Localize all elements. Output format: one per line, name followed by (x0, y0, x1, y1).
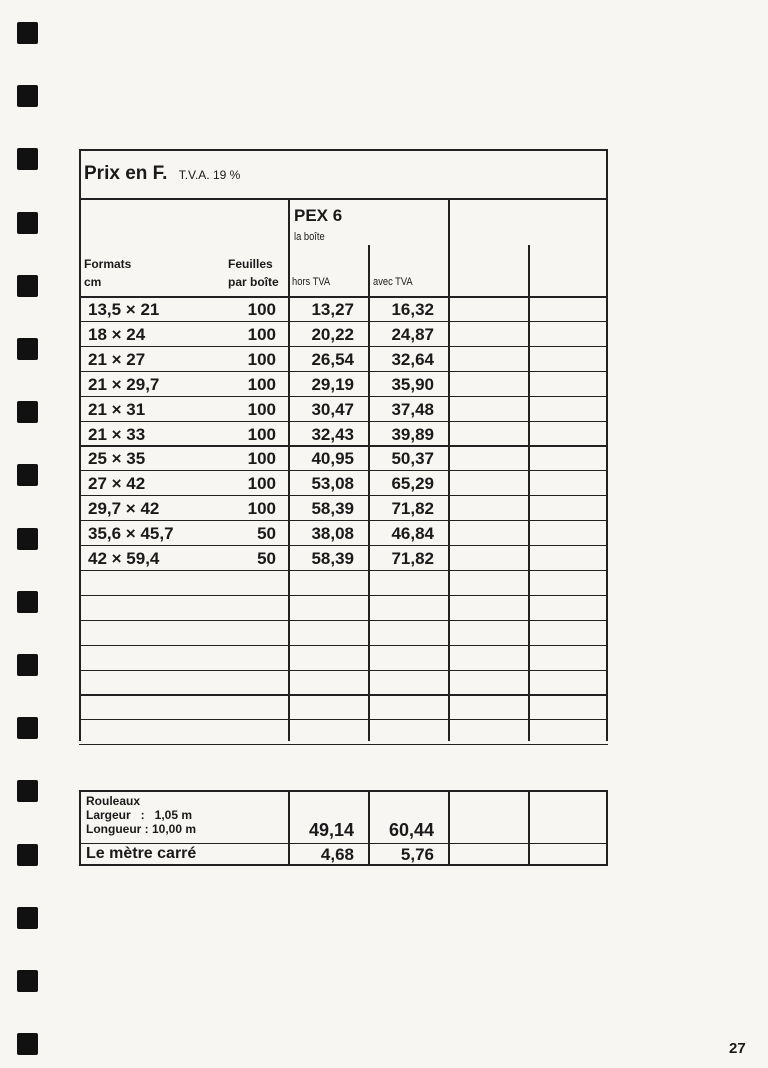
table-rule (448, 790, 450, 865)
row-price-ttc: 24,87 (391, 324, 434, 344)
row-format: 21 × 27 (88, 349, 146, 369)
row-price-ht: 26,54 (311, 349, 354, 369)
row-format: 21 × 31 (88, 399, 146, 419)
row-price-ht: 40,95 (311, 449, 354, 469)
binder-hole (17, 844, 38, 866)
table-rule (79, 421, 608, 422)
table-rule (79, 198, 608, 200)
table-rule (79, 495, 608, 496)
binder-hole (17, 1033, 38, 1055)
table-rule (79, 790, 81, 865)
row-sheets: 100 (247, 424, 276, 444)
row-price-ttc: 16,32 (391, 300, 434, 319)
table-rule (79, 396, 608, 397)
row-price-ttc: 65,29 (391, 474, 434, 494)
row-sheets: 100 (247, 499, 276, 519)
row-price-ht: 30,47 (311, 399, 354, 419)
table-rule (79, 694, 608, 695)
rolls-length: Longueur : 10,00 m (86, 822, 197, 836)
header-formats: Formats (84, 257, 132, 271)
sqm-label: Le mètre carré (86, 845, 197, 862)
header-avec-tva: avec TVA (373, 276, 413, 288)
row-sheets: 100 (247, 399, 276, 419)
product-unit: la boîte (294, 231, 325, 243)
table-rule (288, 790, 290, 865)
rolls-width: Largeur : 1,05 m (86, 808, 193, 822)
row-price-ttc: 46,84 (391, 524, 434, 544)
row-format: 13,5 × 21 (88, 300, 160, 319)
header-cm: cm (84, 275, 102, 289)
table-rule (79, 545, 608, 546)
table-rule (79, 371, 608, 372)
table-rule (79, 670, 608, 671)
table-rule (528, 790, 530, 865)
table-rule (79, 719, 608, 720)
table-rule (606, 790, 608, 865)
binder-hole (17, 528, 38, 550)
row-price-ht: 13,27 (311, 300, 354, 319)
binder-hole (17, 970, 38, 992)
binder-hole (17, 338, 38, 360)
binder-hole (17, 148, 38, 170)
row-format: 18 × 24 (88, 324, 146, 344)
table-rule (79, 595, 608, 596)
row-sheets: 50 (257, 524, 276, 544)
row-price-ttc: 71,82 (391, 549, 434, 568)
binder-hole (17, 464, 38, 486)
vat-note: T.V.A. 19 % (178, 168, 241, 182)
binder-hole (17, 591, 38, 613)
row-price-ttc: 35,90 (391, 374, 434, 394)
row-sheets: 100 (247, 324, 276, 344)
table-rule (79, 445, 608, 446)
binder-hole (17, 907, 38, 929)
row-format: 27 × 42 (88, 474, 146, 494)
table-rule (79, 620, 608, 621)
table-rule (79, 520, 608, 521)
row-format: 29,7 × 42 (88, 499, 160, 519)
table-rule (528, 245, 530, 741)
sqm-price-ttc: 5,76 (400, 845, 434, 864)
row-format: 21 × 29,7 (88, 374, 160, 394)
binder-hole (17, 212, 38, 234)
header-hors-tva: hors TVA (292, 276, 331, 288)
row-sheets: 100 (247, 449, 276, 469)
row-price-ht: 32,43 (311, 424, 354, 444)
row-format: 21 × 33 (88, 424, 146, 444)
header-par-boite: par boîte (228, 275, 279, 289)
table-rule (79, 149, 608, 151)
product-name: PEX 6 (294, 206, 343, 225)
binder-hole (17, 275, 38, 297)
table-title: Prix en F. (84, 163, 168, 184)
row-format: 25 × 35 (88, 449, 146, 469)
rolls-price-ttc: 60,44 (388, 820, 434, 840)
row-price-ht: 53,08 (311, 474, 354, 494)
page-number: 27 (729, 1040, 746, 1057)
rolls-label: Rouleaux (86, 794, 141, 808)
table-rule (79, 744, 608, 745)
binder-hole (17, 654, 38, 676)
binder-hole (17, 780, 38, 802)
binder-hole (17, 401, 38, 423)
row-sheets: 100 (247, 474, 276, 494)
table-rule (79, 470, 608, 471)
row-price-ht: 58,39 (311, 549, 354, 568)
row-price-ttc: 71,82 (391, 499, 434, 519)
row-price-ht: 29,19 (311, 374, 354, 394)
table-rule (79, 346, 608, 347)
row-price-ht: 38,08 (311, 524, 354, 544)
row-sheets: 100 (247, 300, 276, 319)
row-format: 42 × 59,4 (88, 549, 160, 568)
binder-hole (17, 717, 38, 739)
row-sheets: 100 (247, 374, 276, 394)
table-rule (79, 645, 608, 646)
sqm-price-ht: 4,68 (320, 845, 354, 864)
rolls-price-ht: 49,14 (308, 820, 354, 840)
row-price-ttc: 37,48 (391, 399, 434, 419)
table-rule (79, 570, 608, 571)
table-rule (368, 790, 370, 865)
row-price-ttc: 32,64 (391, 349, 434, 369)
row-price-ht: 20,22 (311, 324, 354, 344)
table-rule (368, 245, 370, 741)
binder-hole (17, 22, 38, 44)
header-feuilles: Feuilles (228, 257, 273, 271)
row-price-ht: 58,39 (311, 499, 354, 519)
row-format: 35,6 × 45,7 (88, 524, 174, 544)
row-sheets: 100 (247, 349, 276, 369)
row-sheets: 50 (257, 549, 276, 568)
binder-hole (17, 85, 38, 107)
table-rule (79, 321, 608, 322)
row-price-ttc: 50,37 (391, 449, 434, 469)
row-price-ttc: 39,89 (391, 424, 434, 444)
